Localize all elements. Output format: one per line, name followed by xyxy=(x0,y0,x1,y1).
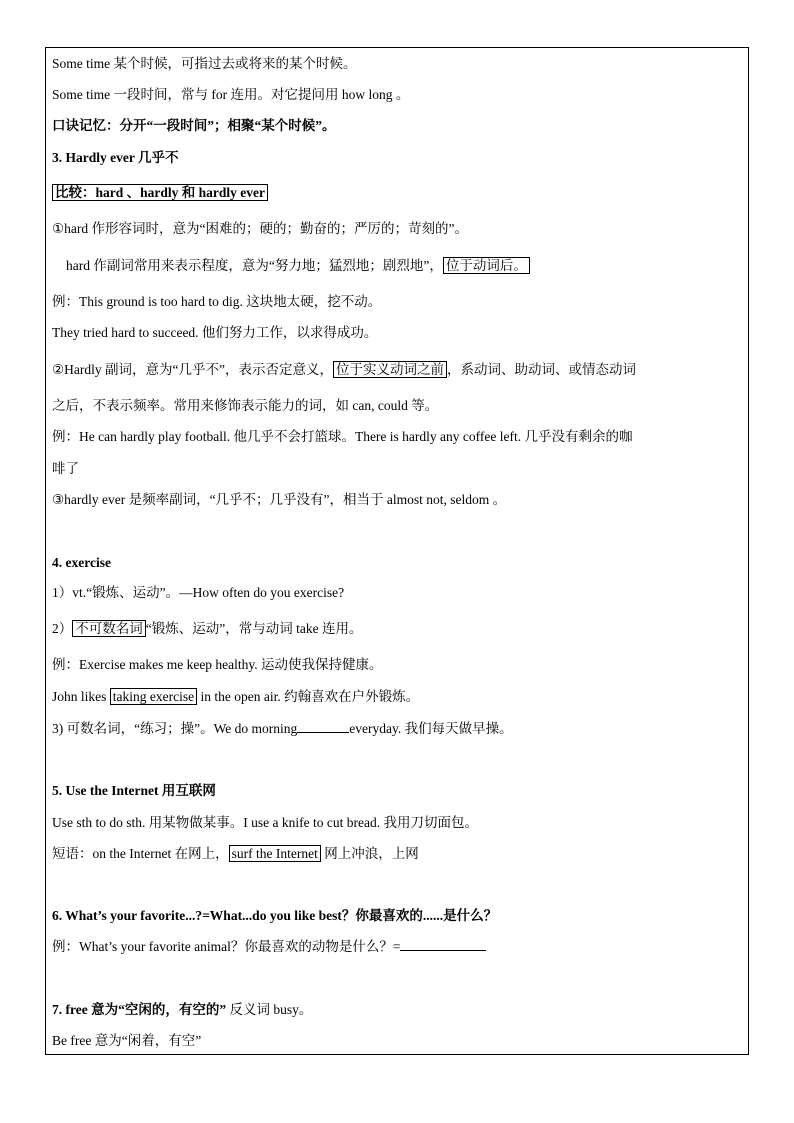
example-line xyxy=(52,688,419,706)
example-line: 例：This ground is too hard to dig. 这块地太硬，挖不动。 xyxy=(52,294,382,309)
highlight-box: 位于动词后。 xyxy=(443,257,530,274)
text-line: ①hard 作形容词时，意为“困难的；硬的；勤奋的；严厉的；苛刻的”。 xyxy=(52,221,468,236)
text-span: in the open air. 约翰喜欢在户外锻炼。 xyxy=(197,689,420,704)
text-line: Some time 一段时间，常与 for 连用。对它提问用 how long 。 xyxy=(52,87,410,102)
section-heading-3: 3. Hardly ever 几乎不 xyxy=(52,150,179,165)
highlight-box: surf the Internet xyxy=(229,845,321,862)
text-span: 网上冲浪，上网 xyxy=(320,846,419,861)
text-span: ，系动词、助动词、或情态动词 xyxy=(446,362,636,377)
text-line xyxy=(52,845,419,863)
example-line: 例：Exercise makes me keep healthy. 运动使我保持健康。 xyxy=(52,657,383,672)
example-line: 啡了 xyxy=(52,461,79,476)
text-span: 7. free 意为“空闲的，有空的” xyxy=(52,1002,227,1017)
comparison-box: 比较：hard 、hardly 和 hardly ever xyxy=(52,184,268,201)
text-line xyxy=(52,361,636,379)
highlight-box: 不可数名词 xyxy=(72,620,146,637)
text-span: 短语：on the Internet 在网上， xyxy=(52,846,229,861)
highlight-box: taking exercise xyxy=(110,688,197,705)
text-span: ②Hardly 副词，意为“几乎不”，表示否定意义， xyxy=(52,362,333,377)
text-line: 之后，不表示频率。常用来修饰表示能力的词，如 can, could 等。 xyxy=(52,398,439,413)
text-span: 反义词 busy。 xyxy=(226,1002,313,1017)
example-line: They tried hard to succeed. 他们努力工作，以求得成功。 xyxy=(52,325,378,340)
comparison-heading xyxy=(52,184,268,202)
answer-blank xyxy=(400,938,486,951)
text-line: ③hardly ever 是频率副词，“几乎不；几乎没有”，相当于 almost not, seldom 。 xyxy=(52,492,507,507)
example-line xyxy=(52,938,486,956)
mnemonic-line: 口诀记忆：分开“一段时间”；相聚“某个时候”。 xyxy=(52,118,336,133)
text-line: 1）vt.“锻炼、运动”。—How often do you exercise? xyxy=(52,585,345,600)
section-heading-5: 5. Use the Internet 用互联网 xyxy=(52,783,216,798)
text-span: John likes xyxy=(52,689,110,704)
text-span: 3) 可数名词，“练习；操”。We do morning xyxy=(52,721,298,736)
text-span: 2） xyxy=(52,621,73,636)
answer-blank xyxy=(297,720,349,733)
text-line xyxy=(52,620,362,638)
text-span: everyday. 我们每天做早操。 xyxy=(349,721,513,736)
section-heading-7 xyxy=(52,1001,312,1019)
text-line xyxy=(66,257,530,275)
highlight-box: 位于实义动词之前 xyxy=(333,361,447,378)
text-span: “锻炼、运动”，常与动词 take 连用。 xyxy=(145,621,363,636)
text-line xyxy=(52,720,513,738)
example-line: 例：He can hardly play football. 他几乎不会打篮球。There is hardly any coffee left. 几乎没有剩余的咖 xyxy=(52,429,633,444)
text-span: 例：What’s your favorite animal？你最喜欢的动物是什么？= xyxy=(52,939,401,954)
section-heading-4: 4. exercise xyxy=(52,555,111,570)
text-line: Some time 某个时候，可指过去或将来的某个时候。 xyxy=(52,56,357,71)
text-line: Be free 意为“闲着，有空” xyxy=(52,1033,202,1048)
text-line: Use sth to do sth. 用某物做某事。I use a knife to cut bread. 我用刀切面包。 xyxy=(52,815,478,830)
text-span: hard 作副词常用来表示程度，意为“努力地；猛烈地；剧烈地”， xyxy=(66,258,443,273)
section-heading-6: 6. What’s your favorite...?=What...do you like best？你最喜欢的......是什么？ xyxy=(52,908,498,923)
